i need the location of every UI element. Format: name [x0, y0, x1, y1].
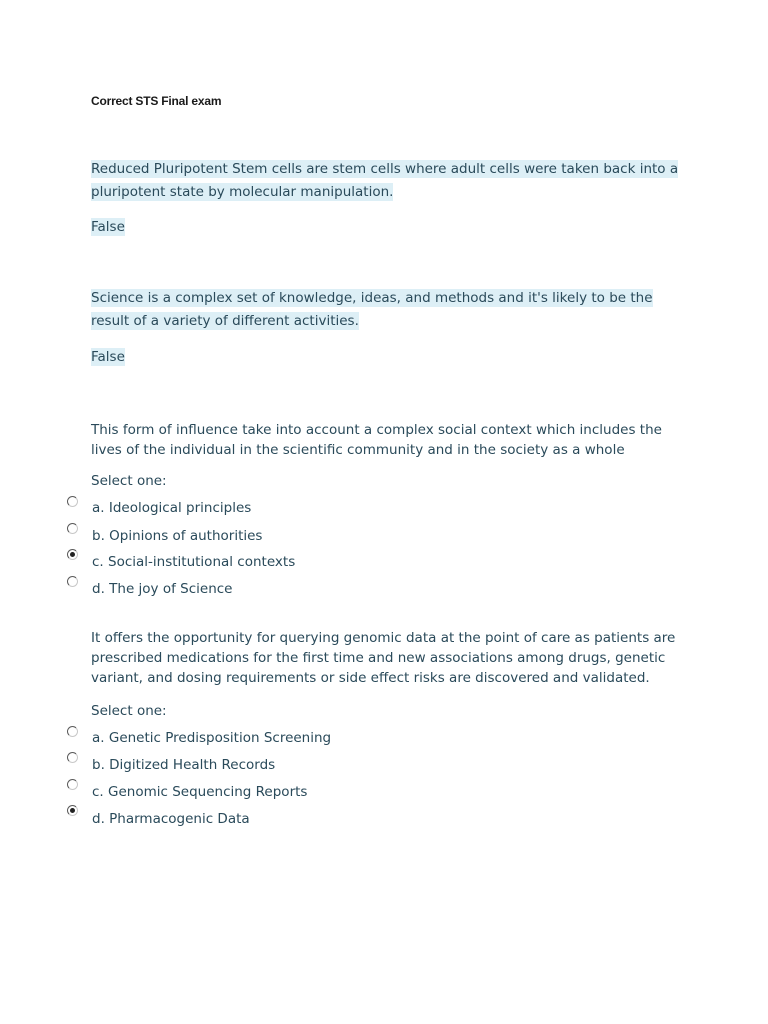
option-label: c. Genomic Sequencing Reports	[92, 784, 308, 800]
radio-button-selected[interactable]	[67, 549, 78, 560]
option-label: d. The joy of Science	[92, 581, 233, 597]
mcq-2-option-d[interactable]	[67, 805, 567, 825]
mcq-1-select-prompt: Select one:	[91, 473, 167, 489]
radio-button[interactable]	[67, 779, 78, 790]
option-label: c. Social-institutional contexts	[92, 554, 296, 570]
mcq-2-option-a[interactable]	[67, 726, 567, 746]
mcq-2-option-b[interactable]	[67, 752, 567, 772]
radio-button[interactable]	[67, 523, 78, 534]
option-label: b. Opinions of authorities	[92, 528, 263, 544]
answer-2	[91, 347, 125, 367]
answer-1	[91, 217, 125, 237]
option-label: a. Ideological principles	[92, 500, 252, 516]
radio-button[interactable]	[67, 752, 78, 763]
mcq-1-option-a[interactable]	[67, 496, 567, 516]
mcq-2-option-c[interactable]	[67, 779, 567, 799]
question-1	[91, 158, 691, 204]
mcq-1-question: This form of influence take into account a complex social context which includes the lives of the individual in the scientific community and in the society as a whole	[91, 422, 662, 458]
answer-2-text: False	[91, 349, 125, 365]
option-label: d. Pharmacogenic Data	[92, 811, 250, 827]
question-2	[91, 287, 691, 333]
mcq-1-option-c[interactable]	[67, 549, 567, 569]
option-label: b. Digitized Health Records	[92, 757, 276, 773]
question-1-text: Reduced Pluripotent Stem cells are stem cells where adult cells were taken back into a pluripotent state by molecular manipulation.	[91, 161, 679, 200]
question-2-text: Science is a complex set of knowledge, ideas, and methods and it's likely to be the result of a variety of different activities.	[91, 290, 653, 329]
radio-button[interactable]	[67, 726, 78, 737]
option-label: a. Genetic Predisposition Screening	[92, 730, 332, 746]
mcq-1-option-d[interactable]	[67, 576, 567, 596]
mcq-2-select-prompt: Select one:	[91, 703, 167, 719]
answer-1-text: False	[91, 219, 125, 235]
document-title: Correct STS Final exam	[91, 94, 222, 108]
radio-button[interactable]	[67, 576, 78, 587]
mcq-1-option-b[interactable]	[67, 523, 567, 543]
radio-button[interactable]	[67, 496, 78, 507]
mcq-2-question: It offers the opportunity for querying genomic data at the point of care as patients are prescribed medications for the first time and new associations among drugs, genetic variant, and dosing requirements or side effect risks are discovered and validated.	[91, 630, 676, 686]
radio-button-selected[interactable]	[67, 805, 78, 816]
